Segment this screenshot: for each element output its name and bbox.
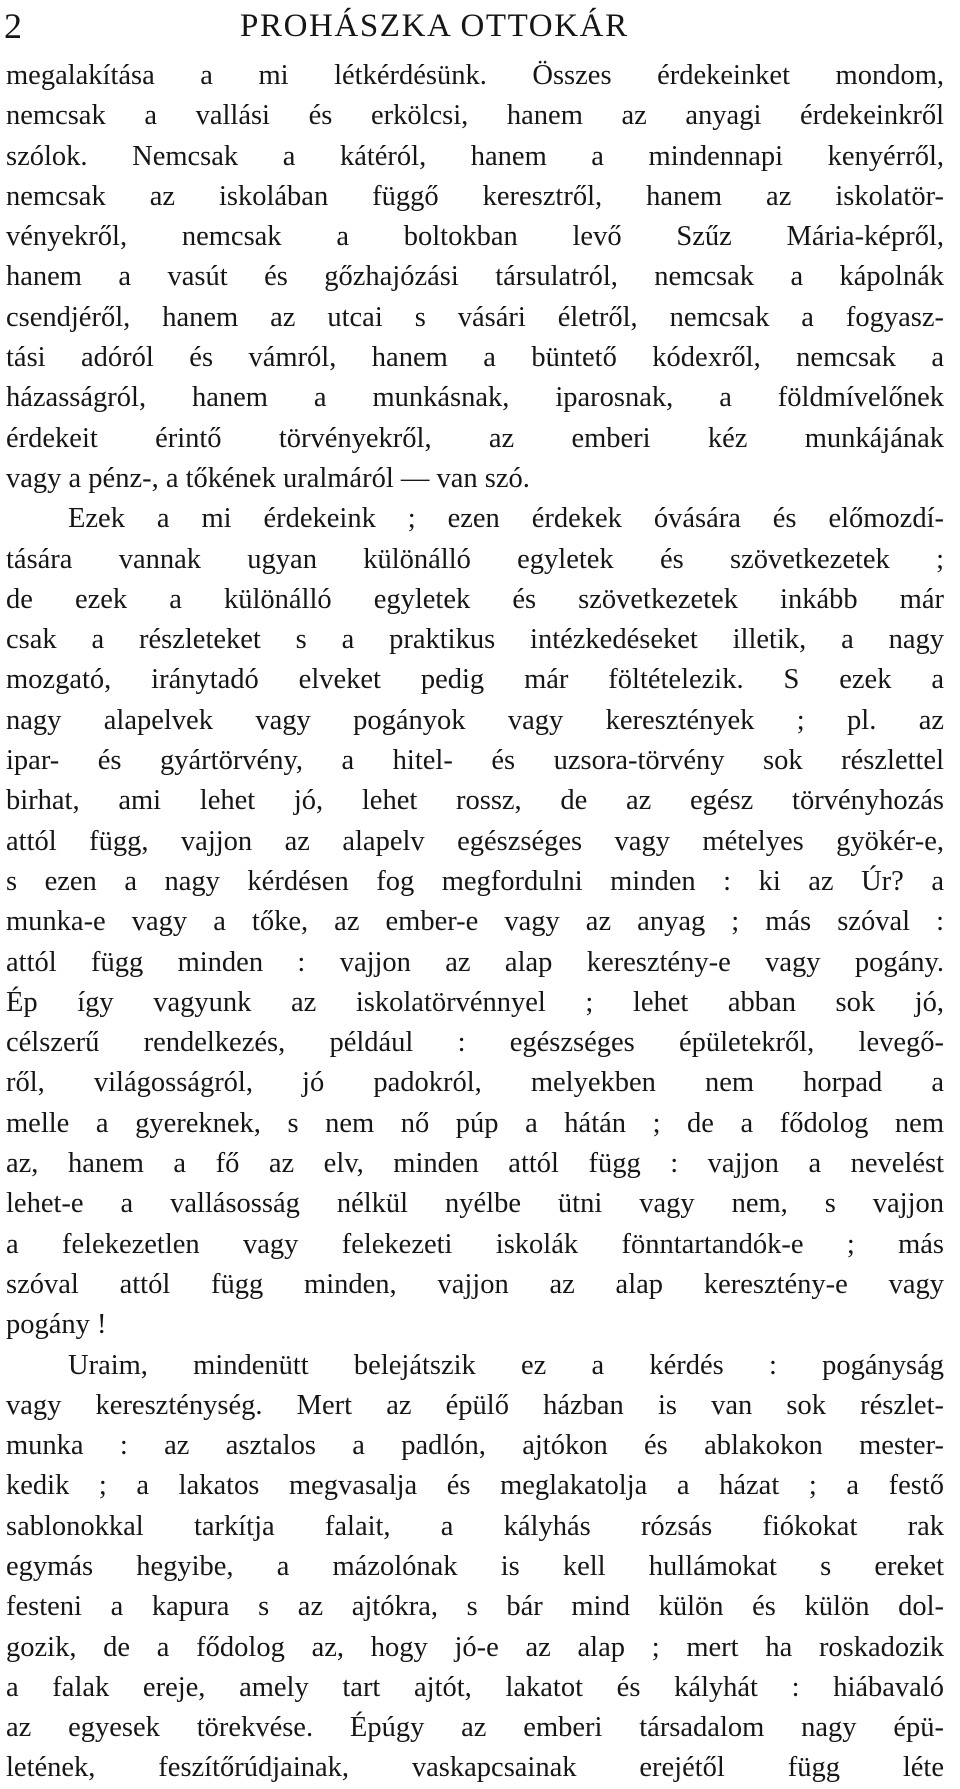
text-line: szóval attól függ minden, vajjon az alap keresztény-e vagy [6,1268,944,1300]
text-line: s ezen a nagy kérdésen fog megfordulni minden : ki az Úr? a [6,865,944,897]
text-line: az, hanem a fő az elv, minden attól függ : vajjon a nevelést [6,1148,944,1180]
text-line: gozik, de a fődolog az, hogy jó-e az alap ; mert ha roskadozik [6,1631,944,1663]
text-line: csak a részleteket s a praktikus intézkedéseket illetik, a nagy [6,624,944,656]
text-line: érdekeit érintő törvényekről, az emberi kéz munkájának [6,422,944,454]
text-line: de ezek a különálló egyletek és szövetkezetek inkább már [6,583,944,615]
text-line: attól függ minden : vajjon az alap keresztény-e vagy pogány. [6,946,944,978]
text-line: hanem a vasút és gőzhajózási társulatról, nemcsak a kápolnák [6,261,944,293]
text-line: pogány ! [6,1309,107,1341]
text-line-paragraph-start: Ezek a mi érdekeink ; ezen érdekek óvására és előmozdí- [68,503,944,535]
text-line: letének, feszítőrúdjainak, vaskapcsainak erejétől függ léte [6,1752,944,1784]
text-line: munka-e vagy a tőke, az ember-e vagy az anyag ; más szóval : [6,906,944,938]
text-line: munka : az asztalos a padlón, ajtókon és ablakokon mester- [6,1430,944,1462]
page-number: 2 [4,6,23,46]
text-line-paragraph-start: Uraim, mindenütt belejátszik ez a kérdés : pogányság [68,1349,944,1381]
text-line: festeni a kapura s az ajtókra, s bár mind külön és külön dol- [6,1591,944,1623]
text-line: melle a gyereknek, s nem nő púp a hátán ; de a fődolog nem [6,1107,944,1139]
text-line: megalakítása a mi létkérdésünk. Összes érdekeinket mondom, [6,60,944,91]
text-line: birhat, ami lehet jó, lehet rossz, de az egész törvényhozás [6,785,944,817]
text-line: ről, világosságról, jó padokról, melyekben nem horpad a [6,1067,944,1099]
page-header [0,2,960,52]
text-line: sablonokkal tarkítja falait, a kályhás rózsás fiókokat rak [6,1510,944,1542]
text-line: Ép így vagyunk az iskolatörvénnyel ; lehet abban sok jó, [6,986,944,1018]
text-line: egymás hegyibe, a mázolónak is kell hullámokat s ereket [6,1550,944,1582]
text-line: lehet-e a vallásosság nélkül nyélbe ütni vagy nem, s vajjon [6,1188,944,1220]
text-line: célszerű rendelkezés, például : egészséges épületekről, levegő- [6,1027,944,1059]
text-line: nagy alapelvek vagy pogányok vagy keresztények ; pl. az [6,704,944,736]
running-head: PROHÁSZKA OTTOKÁR [240,8,629,44]
text-line: az egyesek törekvése. Épúgy az emberi társadalom nagy épü- [6,1712,944,1744]
text-line: tási adóról és vámról, hanem a büntető kódexről, nemcsak a [6,342,944,374]
text-line: vagy kereszténység. Mert az épülő házban is van sok részlet- [6,1389,944,1421]
text-line: vagy a pénz-, a tőkének uralmáról — van szó. [6,462,530,494]
text-line: ipar- és gyártörvény, a hitel- és uzsora-törvény sok részlettel [6,745,944,777]
text-line: mozgató, iránytadó elveket pedig már föltételezik. S ezek a [6,664,944,696]
text-line: csendjéről, hanem az utcai s vásári életről, nemcsak a fogyasz- [6,301,944,333]
text-line: tására vannak ugyan különálló egyletek és szövetkezetek ; [6,543,944,575]
text-line: házasságról, hanem a munkásnak, iparosnak, a földmívelőnek [6,382,944,414]
text-line: nemcsak a vallási és erkölcsi, hanem az anyagi érdekeinkről [6,100,944,132]
text-line: a felekezetlen vagy felekezeti iskolák fönntartandók-e ; más [6,1228,944,1260]
text-line: a falak ereje, amely tart ajtót, lakatot és kályhát : hiábavaló [6,1671,944,1703]
text-line: kedik ; a lakatos megvasalja és meglakatolja a házat ; a festő [6,1470,944,1502]
text-line: szólok. Nemcsak a kátéról, hanem a mindennapi kenyérről, [6,140,944,172]
body-text [6,56,944,1789]
text-line: vényekről, nemcsak a boltokban levő Szűz Mária-képről, [6,221,944,253]
text-line: nemcsak az iskolában függő keresztről, hanem az iskolatör- [6,180,944,212]
text-line: attól függ, vajjon az alapelv egészséges vagy mételyes gyökér-e, [6,825,944,857]
